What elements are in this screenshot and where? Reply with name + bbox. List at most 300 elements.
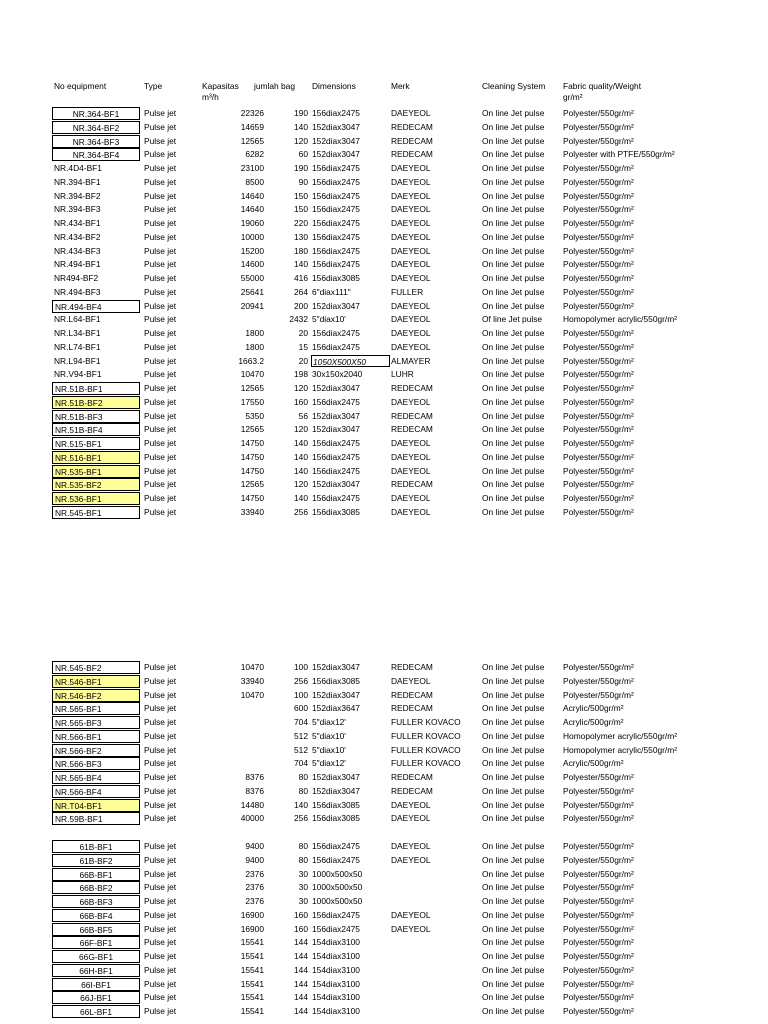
table-row [0,661,768,675]
dimensions-cell: 152diax3047 [312,121,360,132]
equipment-id: NR.546-BF1 [52,675,140,688]
kapasitas-cell: 6282 [245,149,264,160]
dimensions-cell: 154diax3100 [312,951,360,961]
equipment-id: NR.59B-BF1 [52,812,140,825]
kapasitas-cell: 12565 [240,424,264,435]
cleaning-system-cell: On line Jet pulse [482,689,545,700]
equipment-id: NR.L74-BF1 [54,341,101,352]
type-cell: Pulse jet [144,121,177,132]
jumlah-bag-cell: 190 [294,108,308,118]
cleaning-system-cell: On line Jet pulse [482,259,545,270]
dimensions-cell: 156diax2475 [312,923,360,934]
fabric-cell: Polyester/550gr/m² [563,465,634,476]
fabric-cell: Polyester/550gr/m² [563,813,634,824]
type-cell: Pulse jet [144,964,177,975]
fabric-cell: Polyester/550gr/m² [563,662,634,672]
equipment-id: 66L-BF1 [52,1005,140,1018]
jumlah-bag-cell: 144 [294,937,308,948]
equipment-id: NR.535-BF1 [52,465,140,478]
equipment-id: NR.51B-BF3 [52,410,140,423]
fabric-cell: Polyester/550gr/m² [563,841,634,851]
jumlah-bag-cell: 140 [294,493,308,503]
table-row [0,437,768,451]
kapasitas-cell: 15541 [240,992,264,1003]
fabric-cell: Polyester/550gr/m² [563,937,634,948]
merk-cell: FULLER KOVACO [391,730,461,741]
equipment-id: NR.434-BF2 [54,231,101,242]
merk-cell: DAEYEOL [391,465,431,476]
cleaning-system-cell: On line Jet pulse [482,758,545,769]
jumlah-bag-cell: 160 [294,923,308,934]
kapasitas-cell: 16900 [240,923,264,934]
table-row [0,410,768,424]
table-row [0,785,768,799]
type-cell: Pulse jet [144,314,177,325]
kapasitas-cell: 15541 [240,1006,264,1016]
fabric-cell: Polyester/550gr/m² [563,882,634,893]
jumlah-bag-cell: 30 [298,868,308,879]
dimensions-cell: 156diax2475 [312,218,360,228]
equipment-id: NR.545-BF2 [52,661,140,674]
equipment-id: NR.364-BF2 [52,121,140,134]
dimensions-cell: 156diax2475 [312,259,360,270]
fabric-cell: Polyester/550gr/m² [563,121,634,132]
kapasitas-cell: 8376 [245,785,264,796]
cleaning-system-cell: On line Jet pulse [482,176,545,187]
table-row [0,341,768,355]
dimensions-cell: 30x150x2040 [312,369,363,380]
equipment-id: NR.565-BF4 [52,771,140,784]
table-row [0,190,768,204]
kapasitas-cell: 1800 [245,328,264,338]
type-cell: Pulse jet [144,328,177,338]
header-cleaning-system: Cleaning System [482,81,546,91]
table-row [0,881,768,895]
cleaning-system-cell: On line Jet pulse [482,149,545,160]
merk-cell: ALMAYER [391,355,431,366]
type-cell: Pulse jet [144,493,177,503]
kapasitas-cell: 15541 [240,978,264,989]
fabric-cell: Polyester/550gr/m² [563,410,634,421]
cleaning-system-cell: On line Jet pulse [482,717,545,727]
jumlah-bag-cell: 120 [294,135,308,146]
kapasitas-cell: 8500 [245,176,264,187]
cleaning-system-cell: On line Jet pulse [482,662,545,672]
dimensions-cell: 156diax3085 [312,273,360,283]
equipment-id: 61B-BF1 [52,840,140,853]
kapasitas-cell: 2376 [245,868,264,879]
equipment-id: NR.545-BF1 [52,506,140,519]
dimensions-cell: 156diax2475 [312,190,360,201]
cleaning-system-cell: On line Jet pulse [482,273,545,283]
kapasitas-cell: 33940 [240,506,264,517]
fabric-cell: Polyester/550gr/m² [563,785,634,796]
equipment-id: NR.565-BF1 [52,702,140,715]
jumlah-bag-cell: 80 [298,785,308,796]
cleaning-system-cell: On line Jet pulse [482,868,545,879]
merk-cell: REDECAM [391,149,433,160]
kapasitas-cell: 15541 [240,937,264,948]
kapasitas-cell: 25641 [240,286,264,297]
equipment-id: NR.566-BF2 [52,744,140,757]
equipment-id: NR.434-BF3 [54,245,101,256]
dimensions-cell: 156diax2475 [312,204,360,215]
table-row [0,148,768,162]
fabric-cell: Polyester/550gr/m² [563,135,634,146]
fabric-cell: Polyester/550gr/m² [563,868,634,879]
dimensions-cell: 5"diax12' [312,717,346,727]
merk-cell: REDECAM [391,410,433,421]
cleaning-system-cell: On line Jet pulse [482,937,545,948]
type-cell: Pulse jet [144,424,177,435]
type-cell: Pulse jet [144,662,177,672]
fabric-cell: Polyester/550gr/m² [563,675,634,686]
cleaning-system-cell: On line Jet pulse [482,438,545,448]
fabric-cell: Homopolymer acrylic/550gr/m² [563,744,678,755]
equipment-id: NR.494-BF4 [52,300,140,313]
merk-cell: DAEYEOL [391,799,431,810]
dimensions-cell: 152diax3047 [312,772,360,782]
cleaning-system-cell: On line Jet pulse [482,231,545,242]
jumlah-bag-cell: 264 [294,286,308,297]
kapasitas-cell: 12565 [240,479,264,490]
kapasitas-cell: 14640 [240,204,264,215]
cleaning-system-cell: On line Jet pulse [482,730,545,741]
cleaning-system-cell: On line Jet pulse [482,854,545,865]
dimensions-cell: 156diax3085 [312,506,360,517]
type-cell: Pulse jet [144,992,177,1003]
header-dimensions: Dimensions [312,81,356,91]
equipment-id: 66B-BF5 [52,923,140,936]
equipment-id: NR.536-BF1 [52,492,140,505]
table-row [0,812,768,826]
cleaning-system-cell: On line Jet pulse [482,383,545,393]
dimensions-cell: 152diax3047 [312,785,360,796]
type-cell: Pulse jet [144,108,177,118]
cleaning-system-cell: On line Jet pulse [482,245,545,256]
equipment-id: NR.V94-BF1 [54,369,102,380]
type-cell: Pulse jet [144,978,177,989]
dimensions-cell: 156diax3085 [312,799,360,810]
equipment-table-2 [0,661,768,826]
merk-cell: DAEYEOL [391,204,431,215]
dimensions-cell: 154diax3100 [312,937,360,948]
dimensions-cell: 156diax2475 [312,341,360,352]
table-row [0,258,768,272]
table-row [0,465,768,479]
equipment-id: 66B-BF4 [52,909,140,922]
equipment-id: 61B-BF2 [52,854,140,867]
table-row [0,771,768,785]
table-row [0,492,768,506]
type-cell: Pulse jet [144,286,177,297]
cleaning-system-cell: On line Jet pulse [482,108,545,118]
jumlah-bag-cell: 80 [298,772,308,782]
equipment-id: NR.L94-BF1 [54,355,101,366]
type-cell: Pulse jet [144,300,177,311]
type-cell: Pulse jet [144,383,177,393]
kapasitas-cell: 22326 [240,108,264,118]
fabric-cell: Polyester/550gr/m² [563,493,634,503]
table-row [0,313,768,327]
cleaning-system-cell: On line Jet pulse [482,121,545,132]
equipment-id: NR.364-BF3 [52,135,140,148]
jumlah-bag-cell: 20 [298,355,308,366]
type-cell: Pulse jet [144,204,177,215]
kapasitas-cell: 1663.2 [238,355,264,366]
cleaning-system-cell: On line Jet pulse [482,964,545,975]
cleaning-system-cell: On line Jet pulse [482,923,545,934]
type-cell: Pulse jet [144,703,177,714]
jumlah-bag-cell: 416 [294,273,308,283]
merk-cell: DAEYEOL [391,245,431,256]
table-row [0,895,768,909]
kapasitas-cell: 1800 [245,341,264,352]
dimensions-cell: 156diax2475 [312,328,360,338]
jumlah-bag-cell: 140 [294,451,308,462]
equipment-id: NR.535-BF2 [52,478,140,491]
dimensions-cell: 154diax3100 [312,964,360,975]
table-row [0,799,768,813]
cleaning-system-cell: On line Jet pulse [482,703,545,714]
jumlah-bag-cell: 150 [294,204,308,215]
jumlah-bag-cell: 160 [294,396,308,407]
dimensions-cell: 6"diax111" [312,286,351,297]
type-cell: Pulse jet [144,451,177,462]
type-cell: Pulse jet [144,1006,177,1016]
cleaning-system-cell: On line Jet pulse [482,506,545,517]
equipment-id: NR.434-BF1 [54,218,101,228]
table-row [0,107,768,121]
dimensions-cell: 154diax3100 [312,978,360,989]
cleaning-system-cell: On line Jet pulse [482,135,545,146]
equipment-id: NR.51B-BF2 [52,396,140,409]
jumlah-bag-cell: 2432 [289,314,308,325]
cleaning-system-cell: On line Jet pulse [482,896,545,906]
merk-cell: REDECAM [391,383,433,393]
fabric-cell: Polyester/550gr/m² [563,424,634,435]
type-cell: Pulse jet [144,868,177,879]
table-row [0,978,768,992]
table-row [0,217,768,231]
jumlah-bag-cell: 704 [294,717,308,727]
jumlah-bag-cell: 256 [294,813,308,824]
jumlah-bag-cell: 160 [294,909,308,920]
type-cell: Pulse jet [144,785,177,796]
type-cell: Pulse jet [144,149,177,160]
fabric-cell: Polyester/550gr/m² [563,355,634,366]
table-row [0,689,768,703]
equipment-id: 66G-BF1 [52,950,140,963]
jumlah-bag-cell: 30 [298,882,308,893]
jumlah-bag-cell: 140 [294,465,308,476]
kapasitas-cell: 2376 [245,896,264,906]
fabric-cell: Polyester/550gr/m² [563,854,634,865]
fabric-cell: Polyester/550gr/m² [563,231,634,242]
cleaning-system-cell: On line Jet pulse [482,424,545,435]
cleaning-system-cell: On line Jet pulse [482,992,545,1003]
kapasitas-cell: 10470 [240,662,264,672]
table-row [0,286,768,300]
table-row [0,396,768,410]
type-cell: Pulse jet [144,190,177,201]
table-row [0,121,768,135]
merk-cell: REDECAM [391,662,433,672]
merk-cell: DAEYEOL [391,854,431,865]
equipment-id: 66B-BF3 [52,895,140,908]
fabric-cell: Polyester/550gr/m² [563,190,634,201]
type-cell: Pulse jet [144,369,177,380]
cleaning-system-cell: On line Jet pulse [482,286,545,297]
type-cell: Pulse jet [144,896,177,906]
table-row [0,909,768,923]
table-row [0,368,768,382]
table-row [0,744,768,758]
equipment-id: 66F-BF1 [52,936,140,949]
table-header [0,81,768,103]
header-type: Type [144,81,163,91]
type-cell: Pulse jet [144,675,177,686]
merk-cell: REDECAM [391,121,433,132]
jumlah-bag-cell: 256 [294,506,308,517]
kapasitas-cell: 33940 [240,675,264,686]
header-fabric: Fabric quality/Weight [563,81,642,91]
fabric-cell: Polyester/550gr/m² [563,286,634,297]
table-row [0,478,768,492]
type-cell: Pulse jet [144,923,177,934]
merk-cell: DAEYEOL [391,813,431,824]
merk-cell: REDECAM [391,703,433,714]
kapasitas-cell: 10470 [240,369,264,380]
type-cell: Pulse jet [144,231,177,242]
merk-cell: DAEYEOL [391,108,431,118]
jumlah-bag-cell: 144 [294,964,308,975]
fabric-cell: Acrylic/500gr/m² [563,758,624,769]
fabric-cell: Polyester/550gr/m² [563,328,634,338]
equipment-id: 66H-BF1 [52,964,140,977]
table-row [0,868,768,882]
dimensions-cell: 152diax3047 [312,410,360,421]
merk-cell: REDECAM [391,135,433,146]
dimensions-cell: 152diax3647 [312,703,360,714]
fabric-cell: Acrylic/500gr/m² [563,717,624,727]
fabric-cell: Polyester/550gr/m² [563,383,634,393]
merk-cell: DAEYEOL [391,314,431,325]
fabric-cell: Polyester/550gr/m² [563,689,634,700]
jumlah-bag-cell: 512 [294,730,308,741]
equipment-id: NR.364-BF4 [52,148,140,161]
jumlah-bag-cell: 144 [294,992,308,1003]
fabric-cell: Polyester/550gr/m² [563,964,634,975]
kapasitas-cell: 2376 [245,882,264,893]
header-kapasitas-unit: m³/h [202,92,219,102]
fabric-cell: Polyester/550gr/m² [563,176,634,187]
dimensions-cell: 154diax3100 [312,1006,360,1016]
merk-cell: DAEYEOL [391,451,431,462]
kapasitas-cell: 9400 [245,841,264,851]
table-row [0,162,768,176]
jumlah-bag-cell: 140 [294,121,308,132]
jumlah-bag-cell: 180 [294,245,308,256]
merk-cell: DAEYEOL [391,493,431,503]
type-cell: Pulse jet [144,218,177,228]
equipment-id: NR494-BF2 [54,273,99,283]
type-cell: Pulse jet [144,717,177,727]
dimensions-cell: 156diax2475 [312,841,360,851]
type-cell: Pulse jet [144,854,177,865]
table-row [0,451,768,465]
dimensions-cell: 156diax2475 [312,451,360,462]
fabric-cell: Polyester/550gr/m² [563,479,634,490]
dimensions-cell: 156diax2475 [312,176,360,187]
type-cell: Pulse jet [144,813,177,824]
dimensions-cell: 156diax2475 [312,245,360,256]
jumlah-bag-cell: 120 [294,383,308,393]
merk-cell: DAEYEOL [391,300,431,311]
dimensions-cell: 1000x500x50 [312,896,363,906]
dimensions-cell: 5"diax12' [312,758,346,769]
cleaning-system-cell: On line Jet pulse [482,951,545,961]
type-cell: Pulse jet [144,396,177,407]
jumlah-bag-cell: 150 [294,190,308,201]
dimensions-cell: 156diax2475 [312,909,360,920]
kapasitas-cell: 14659 [240,121,264,132]
merk-cell: DAEYEOL [391,190,431,201]
fabric-cell: Polyester/550gr/m² [563,909,634,920]
cleaning-system-cell: On line Jet pulse [482,479,545,490]
cleaning-system-cell: On line Jet pulse [482,410,545,421]
cleaning-system-cell: On line Jet pulse [482,813,545,824]
kapasitas-cell: 9400 [245,854,264,865]
cleaning-system-cell: On line Jet pulse [482,785,545,796]
fabric-cell: Polyester/550gr/m² [563,369,634,380]
kapasitas-cell: 15541 [240,964,264,975]
type-cell: Pulse jet [144,135,177,146]
jumlah-bag-cell: 144 [294,1006,308,1016]
dimensions-cell: 156diax3085 [312,813,360,824]
equipment-id: NR.566-BF3 [52,757,140,770]
kapasitas-cell: 14750 [240,465,264,476]
equipment-id: NR.566-BF1 [52,730,140,743]
type-cell: Pulse jet [144,479,177,490]
merk-cell: DAEYEOL [391,163,431,173]
fabric-cell: Polyester/550gr/m² [563,506,634,517]
type-cell: Pulse jet [144,772,177,782]
table-row [0,840,768,854]
table-row [0,991,768,1005]
table-row [0,355,768,369]
type-cell: Pulse jet [144,259,177,270]
kapasitas-cell: 14480 [240,799,264,810]
dimensions-cell: 152diax3047 [312,424,360,435]
table-row [0,923,768,937]
type-cell: Pulse jet [144,730,177,741]
fabric-cell: Polyester/550gr/m² [563,896,634,906]
dimensions-cell: 156diax3085 [312,675,360,686]
jumlah-bag-cell: 144 [294,978,308,989]
cleaning-system-cell: On line Jet pulse [482,465,545,476]
merk-cell: REDECAM [391,785,433,796]
cleaning-system-cell: On line Jet pulse [482,799,545,810]
cleaning-system-cell: On line Jet pulse [482,493,545,503]
type-cell: Pulse jet [144,744,177,755]
type-cell: Pulse jet [144,465,177,476]
merk-cell: DAEYEOL [391,909,431,920]
header-jumlah-bag: jumlah bag [254,81,295,91]
equipment-id: NR.494-BF1 [54,259,101,270]
kapasitas-cell: 55000 [240,273,264,283]
jumlah-bag-cell: 512 [294,744,308,755]
